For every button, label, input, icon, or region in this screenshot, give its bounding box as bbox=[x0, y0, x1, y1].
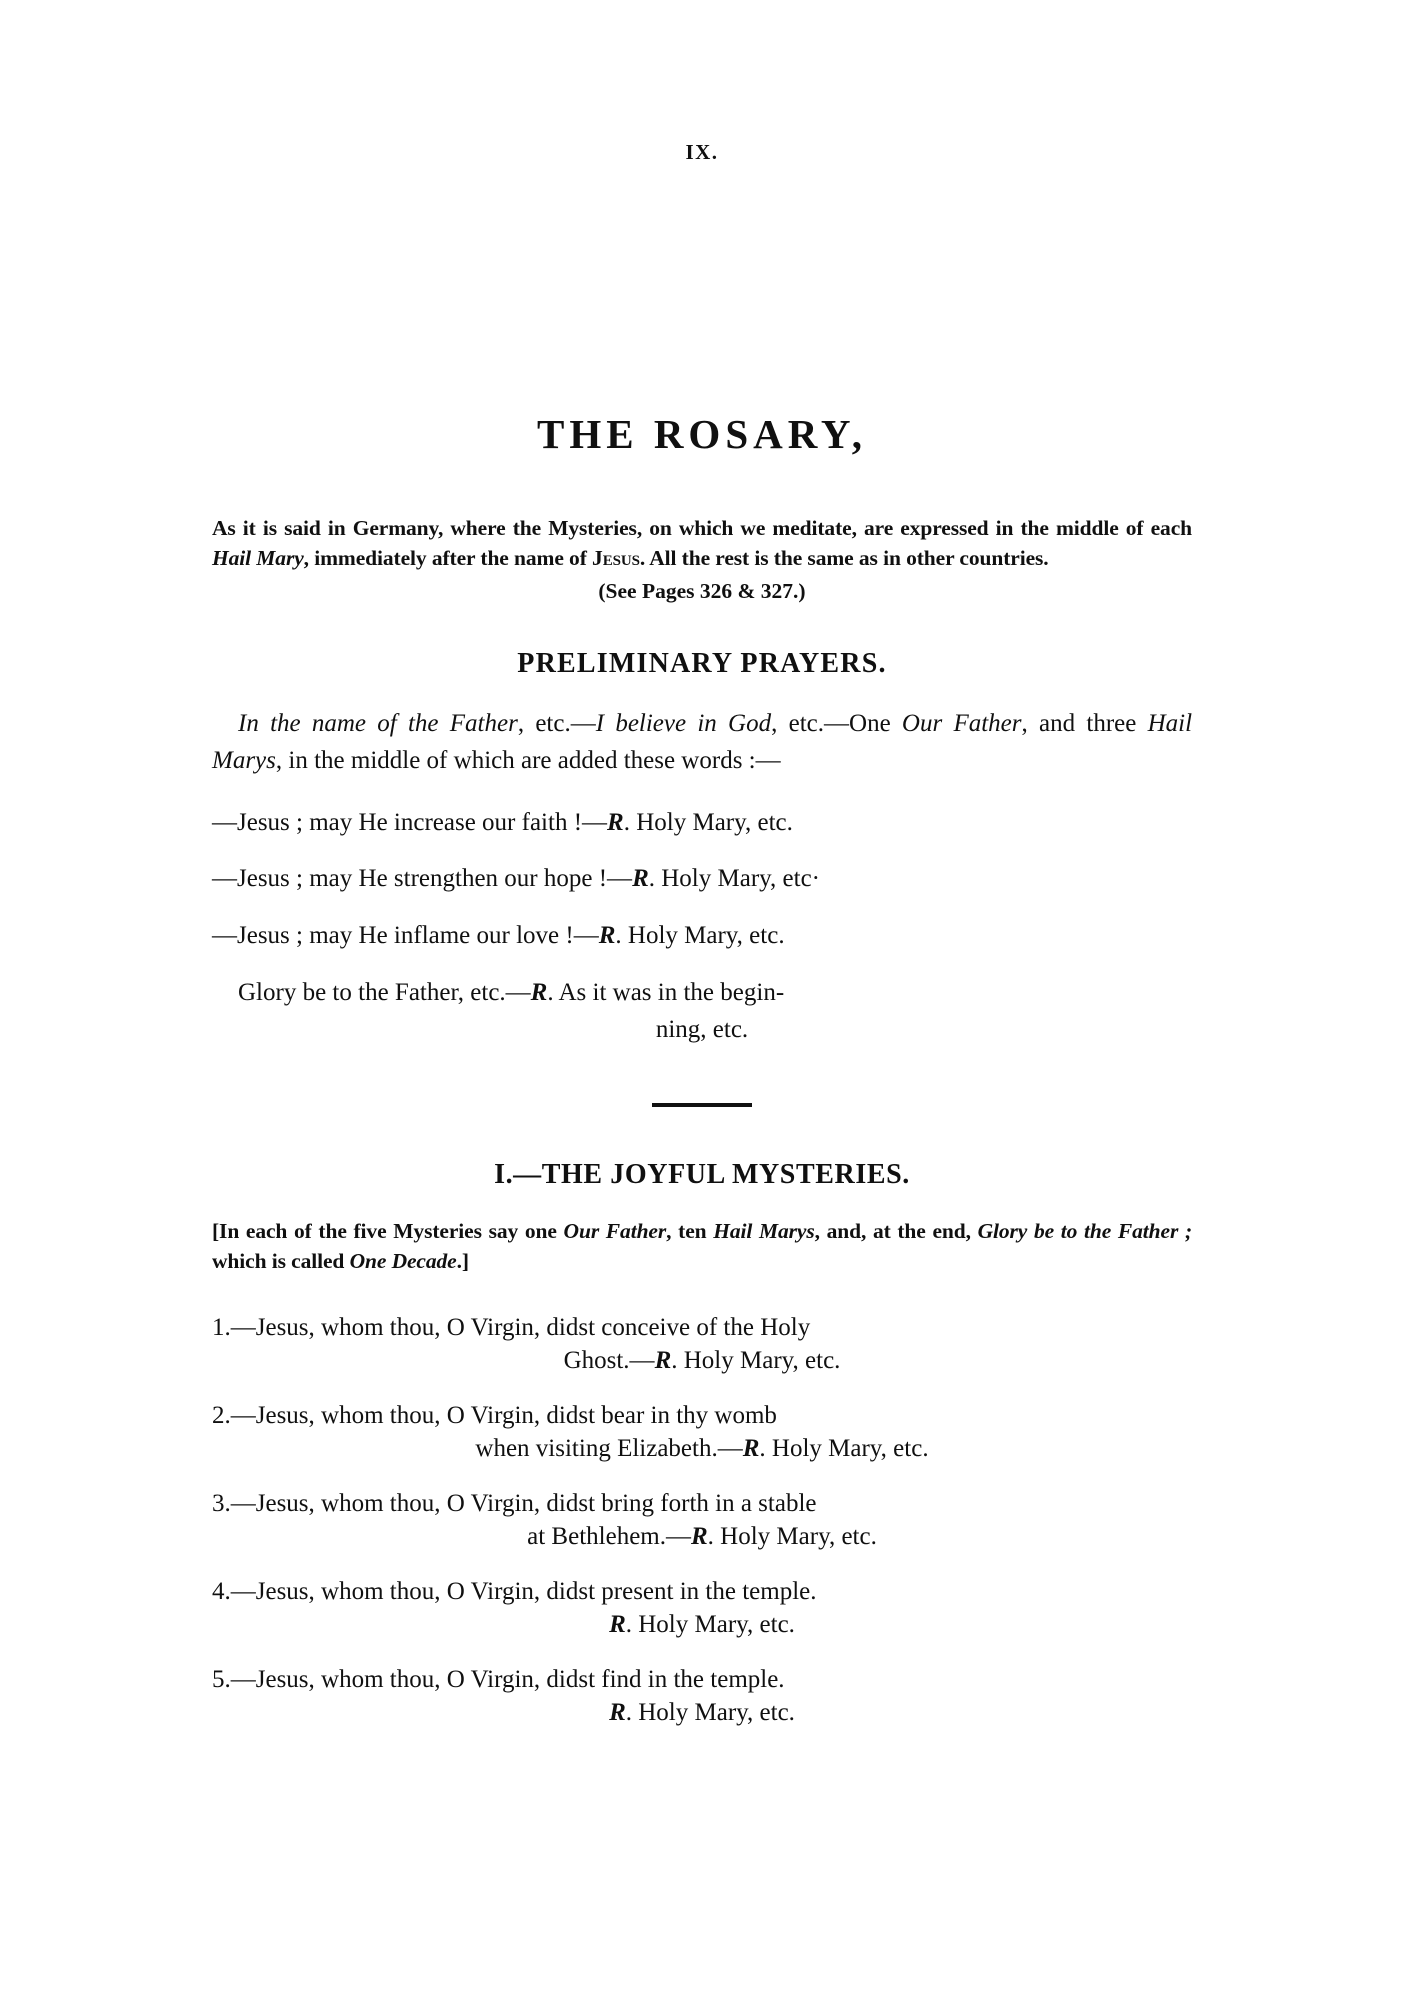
note-our-father-italic: Our Father bbox=[563, 1219, 667, 1244]
response-marker: R bbox=[654, 1346, 672, 1374]
decade-response-line bbox=[212, 1608, 1192, 1641]
decade-text: Jesus, whom thou, O Virgin, didst bring forth in a stable bbox=[255, 1489, 817, 1517]
decade-response-text: Ghost.— bbox=[563, 1346, 655, 1374]
decade-text: Jesus, whom thou, O Virgin, didst present in the temple. bbox=[255, 1577, 817, 1605]
i-believe-in-god-italic: I believe in God bbox=[595, 710, 772, 738]
intro-line2-a: are expressed in the middle of each bbox=[863, 516, 1192, 540]
decade-number: 4.— bbox=[212, 1577, 256, 1605]
glory-be-paragraph bbox=[212, 976, 1192, 1011]
intro-hail-mary-italic: Hail Mary bbox=[212, 545, 304, 570]
response-marker: R bbox=[530, 979, 548, 1007]
decade-item bbox=[212, 1399, 1192, 1465]
our-father-italic: Our Father bbox=[901, 710, 1022, 738]
intro-line3-a: the name of bbox=[480, 545, 593, 570]
intro-jesus-smallcaps: Jesus. bbox=[592, 545, 646, 570]
page-title: THE ROSARY, bbox=[536, 411, 867, 457]
invocation-list bbox=[212, 807, 1192, 953]
joyful-mysteries-note bbox=[212, 1217, 1192, 1276]
response-marker: R bbox=[690, 1522, 708, 1550]
section-divider bbox=[652, 1103, 752, 1107]
glory-sep: , etc.— bbox=[457, 979, 531, 1007]
decade-response-tail: . Holy Mary, etc. bbox=[625, 1610, 795, 1638]
intro-line2-b: , immediately after bbox=[303, 545, 476, 570]
decade-response-line bbox=[212, 1520, 1192, 1553]
response-marker: R bbox=[742, 1434, 760, 1462]
decade-response-tail: . Holy Mary, etc. bbox=[759, 1434, 929, 1462]
invocation-response: . Holy Mary, etc. bbox=[615, 921, 785, 949]
decade-response-text: when visiting Elizabeth.— bbox=[475, 1434, 743, 1462]
decade-response-tail: . Holy Mary, etc. bbox=[707, 1522, 877, 1550]
glory-be-continuation: ning, etc. bbox=[655, 1015, 749, 1043]
note-one-decade-italic: One Decade bbox=[349, 1248, 457, 1273]
response-marker: R bbox=[607, 808, 624, 836]
response-marker: R bbox=[609, 1698, 626, 1726]
hail-marys-italic: Hail Marys bbox=[212, 710, 1193, 774]
prelim-one: One bbox=[849, 710, 902, 738]
page-folio: IX. bbox=[685, 140, 719, 164]
response-marker: R bbox=[598, 921, 616, 949]
note-hail-marys-italic: Hail Marys bbox=[713, 1219, 815, 1244]
decade-text: Jesus, whom thou, O Virgin, didst conceive of the Holy bbox=[255, 1313, 811, 1341]
note-part-e: .] bbox=[456, 1248, 469, 1273]
invocation-text: —Jesus ; may He strengthen our hope !— bbox=[212, 865, 633, 893]
decade-number: 1.— bbox=[212, 1313, 256, 1341]
decade-response-line bbox=[212, 1432, 1192, 1465]
note-part-a: [In each of the five Mysteries say one bbox=[212, 1219, 564, 1244]
intro-paragraph bbox=[212, 514, 1192, 573]
decade-text: Jesus, whom thou, O Virgin, didst bear in thy womb bbox=[255, 1401, 777, 1429]
glory-text: . As it was in the begin- bbox=[547, 979, 785, 1007]
invocation-text: —Jesus ; may He increase our faith !— bbox=[212, 808, 608, 836]
preliminary-prayers-heading: PRELIMINARY PRAYERS. bbox=[517, 648, 887, 680]
in-the-name-of-the-father-italic: In the name of the Father bbox=[238, 710, 518, 738]
intro-page-reference: (See Pages 326 & 327.) bbox=[598, 579, 806, 604]
invocation-text: —Jesus ; may He inflame our love !— bbox=[212, 921, 599, 949]
prelim-sep-1: , etc.— bbox=[517, 710, 596, 738]
invocation-item bbox=[212, 920, 1192, 953]
decade-text: Jesus, whom thou, O Virgin, didst find in the temple. bbox=[255, 1665, 785, 1693]
decade-response-text: at Bethlehem.— bbox=[527, 1522, 691, 1550]
decade-number: 3.— bbox=[212, 1489, 256, 1517]
intro-line1: As it is said in Germany, where the Mysteries, on which we meditate, bbox=[212, 516, 857, 540]
invocation-item bbox=[212, 863, 1192, 896]
decade-response-tail: . Holy Mary, etc. bbox=[625, 1698, 795, 1726]
response-marker: R bbox=[609, 1610, 626, 1638]
decade-item bbox=[212, 1311, 1192, 1377]
glory-be-italic: Glory be to the Father bbox=[238, 979, 458, 1007]
note-part-d: which is called bbox=[212, 1248, 350, 1273]
preliminary-prayers-paragraph bbox=[212, 706, 1192, 779]
decade-response-line bbox=[212, 1344, 1192, 1377]
decade-number: 5.— bbox=[212, 1665, 256, 1693]
decade-item bbox=[212, 1487, 1192, 1553]
invocation-item bbox=[212, 807, 1192, 840]
prelim-sep-2: , etc.— bbox=[771, 710, 850, 738]
decade-response-line bbox=[212, 1696, 1192, 1729]
decade-number: 2.— bbox=[212, 1401, 256, 1429]
joyful-mysteries-heading: I.—THE JOYFUL MYSTERIES. bbox=[494, 1159, 910, 1191]
decade-item bbox=[212, 1663, 1192, 1729]
decade-response-tail: . Holy Mary, etc. bbox=[671, 1346, 841, 1374]
invocation-response: . Holy Mary, etc. bbox=[623, 808, 793, 836]
note-glory-be-italic: Glory be to the Father ; bbox=[977, 1219, 1192, 1244]
prelim-tail: , in the middle of which are added these words :— bbox=[275, 746, 781, 774]
page-content bbox=[212, 410, 1192, 1751]
intro-line3-b: All the rest is the same as in other countries. bbox=[645, 545, 1049, 570]
decade-item bbox=[212, 1575, 1192, 1641]
invocation-response: . Holy Mary, etc· bbox=[648, 865, 820, 893]
note-part-c: , and, at the end, bbox=[814, 1219, 978, 1244]
note-part-b: , ten bbox=[666, 1219, 714, 1244]
prelim-sep-3: , and three bbox=[1021, 710, 1148, 738]
response-marker: R bbox=[632, 865, 649, 893]
